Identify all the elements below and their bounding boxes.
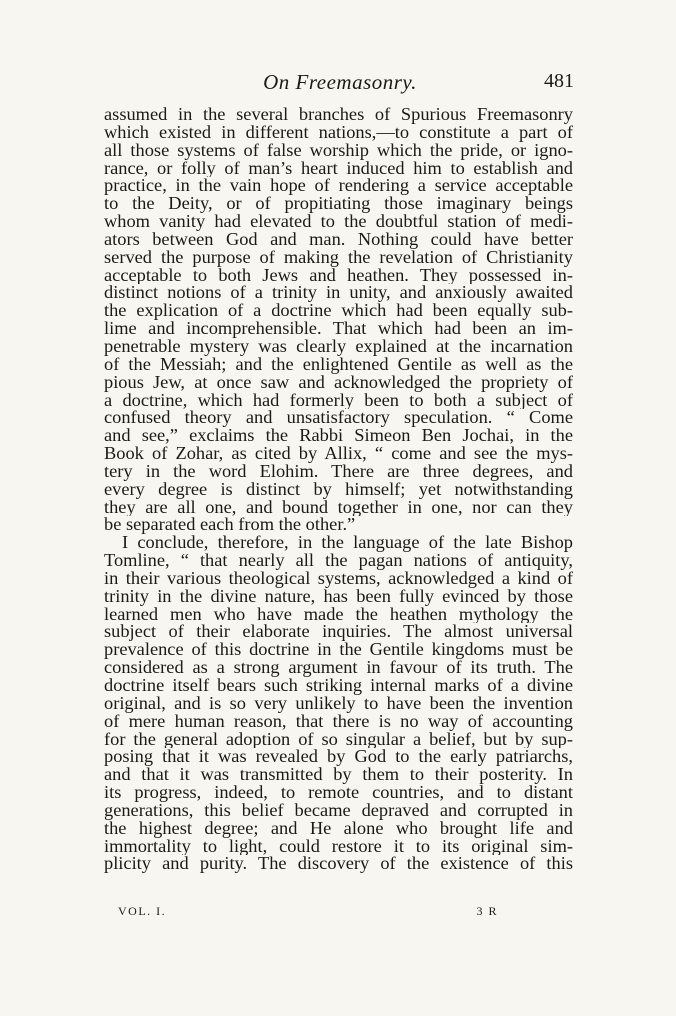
text-line: posing that it was revealed by God to the early patriarchs,	[104, 748, 573, 767]
text-line: learned men who have made the heathen mythology the	[104, 605, 573, 624]
text-line: assumed in the several branches of Spurious Freemasonry	[104, 106, 573, 124]
text-line: rance, or folly of man’s heart induced him to establish and	[104, 159, 573, 178]
text-line: its progress, indeed, to remote countries, and to distant	[104, 784, 573, 802]
text-line: doctrine itself bears such striking internal marks of a divine	[104, 677, 573, 695]
text-line: original, and is so very unlikely to have been the invention	[104, 694, 573, 713]
text-line: acceptable to both Jews and heathen. They possessed in-	[104, 266, 573, 285]
text-line: to the Deity, or of propitiating those imaginary beings	[104, 195, 573, 214]
running-head	[104, 70, 576, 98]
text-line: which existed in different nations,—to constitute a part of	[104, 123, 573, 142]
signature-mark: 3 R	[476, 904, 498, 918]
volume-mark: VOL. I.	[118, 904, 167, 918]
text-line: generations, this belief became depraved and corrupted in	[104, 801, 573, 820]
text-line: immortality to light, could restore it to its original sim-	[104, 837, 573, 856]
page-footer	[118, 904, 498, 924]
page-number: 481	[544, 70, 574, 92]
text-line: they are all one, and bound together in one, nor can they	[104, 498, 573, 517]
body-text	[104, 106, 573, 873]
text-line: Tomline, “ that nearly all the pagan nations of antiquity,	[104, 552, 573, 570]
text-line: Book of Zohar, as cited by Allix, “ come and see the mys-	[104, 445, 573, 463]
text-line: and that it was transmitted by them to their posterity. In	[104, 766, 573, 785]
text-line: be separated each from the other.”	[104, 516, 356, 535]
text-line: penetrable mystery was clearly explained at the incarnation	[104, 337, 573, 356]
text-line: tery in the word Elohim. There are three degrees, and	[104, 462, 573, 481]
text-line: served the purpose of making the revelation of Christianity	[104, 248, 573, 267]
text-line: a doctrine, which had formerly been to both a subject of	[104, 391, 573, 410]
running-title: On Freemasonry.	[263, 70, 417, 94]
text-line: trinity in the divine nature, has been fully evinced by those	[104, 587, 573, 606]
text-line: in their various theological systems, acknowledged a kind of	[104, 569, 573, 588]
text-line: for the general adoption of so singular a belief, but by sup-	[104, 730, 573, 749]
text-line: distinct notions of a trinity in unity, and anxiously awaited	[104, 284, 573, 303]
text-line: of the Messiah; and the enlightened Gentile as well as the	[104, 355, 573, 374]
text-line: considered as a strong argument in favour of its truth. The	[104, 659, 573, 677]
text-line: plicity and purity. The discovery of the existence of this	[104, 855, 573, 874]
text-line: subject of their elaborate inquiries. The almost universal	[104, 623, 573, 642]
text-line: ators between God and man. Nothing could have better	[104, 230, 573, 249]
text-line: whom vanity had elevated to the doubtful station of medi-	[104, 213, 573, 231]
text-line: all those systems of false worship which the pride, or igno-	[104, 141, 573, 160]
text-line: and see,” exclaims the Rabbi Simeon Ben Jochai, in the	[104, 427, 573, 446]
text-line: the explication of a doctrine which had been equally sub-	[104, 302, 573, 321]
text-line: every degree is distinct by himself; yet notwithstanding	[104, 480, 573, 499]
text-line: of mere human reason, that there is no way of accounting	[104, 712, 573, 731]
text-line: the highest degree; and He alone who brought life and	[104, 819, 573, 838]
text-line: confused theory and unsatisfactory speculation. “ Come	[104, 409, 573, 428]
text-line: I conclude, therefore, in the language of the late Bishop	[122, 534, 573, 553]
text-line: prevalence of this doctrine in the Gentile kingdoms must be	[104, 641, 573, 660]
text-line: pious Jew, at once saw and acknowledged the propriety of	[104, 373, 573, 392]
text-line: practice, in the vain hope of rendering a service acceptable	[104, 177, 573, 196]
text-line: lime and incomprehensible. That which had been an im-	[104, 320, 573, 338]
